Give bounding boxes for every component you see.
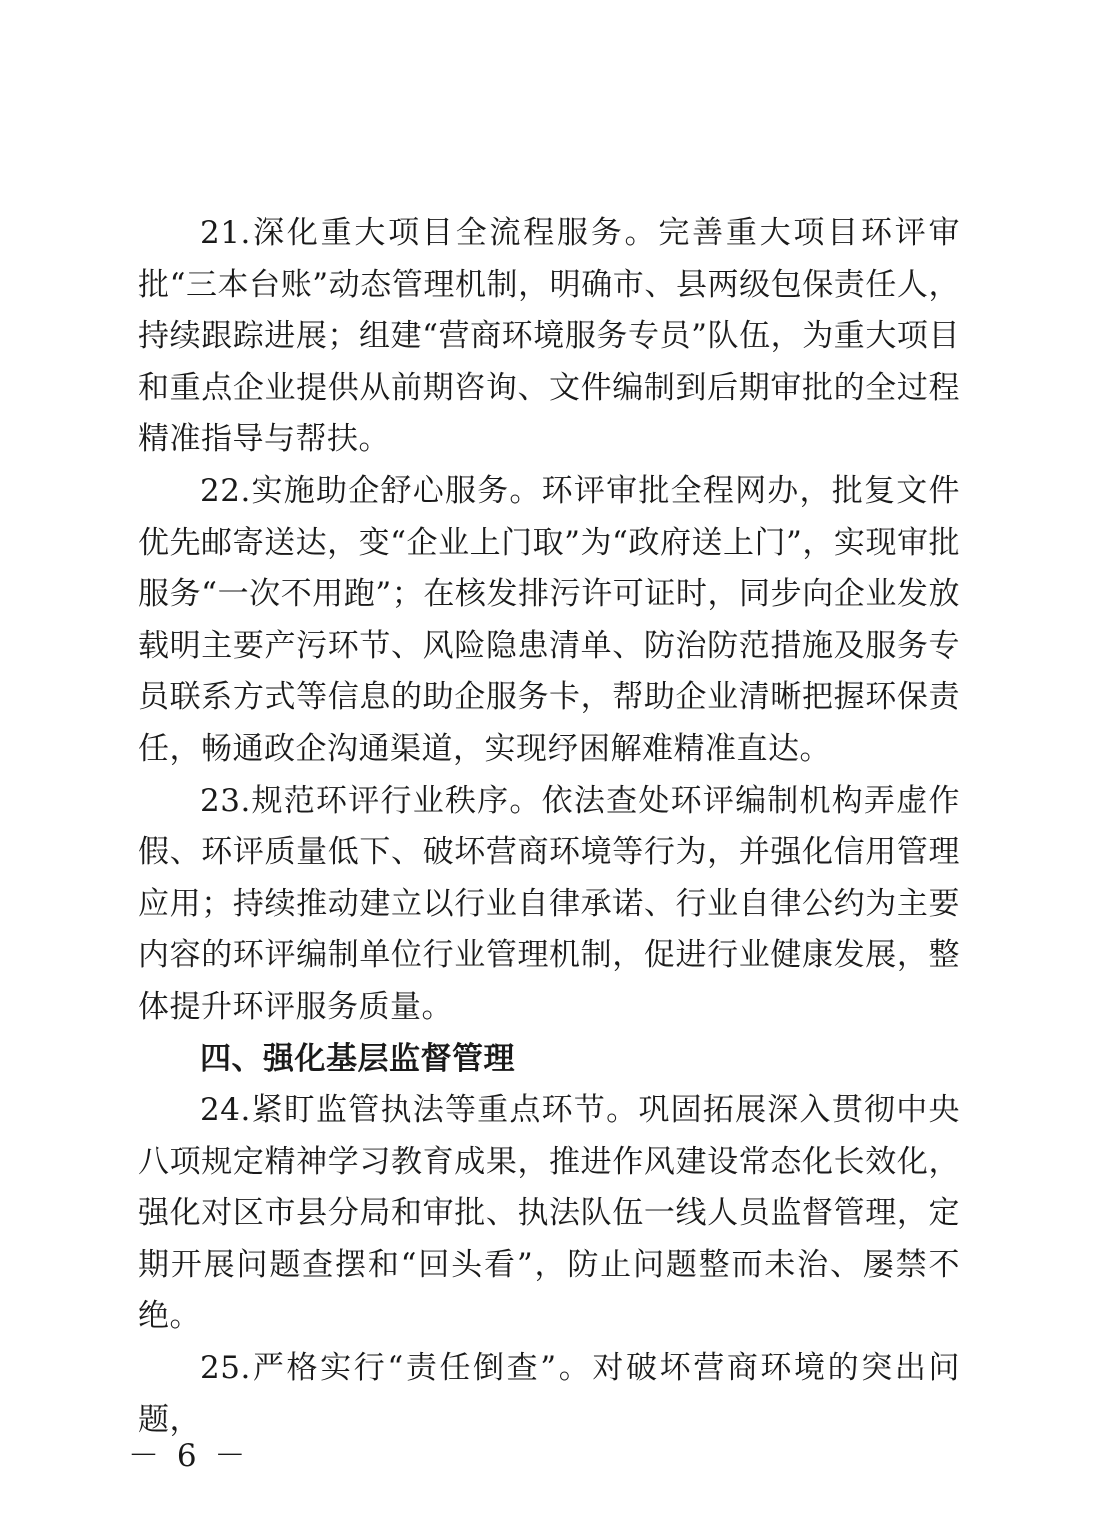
- document-body: [138, 208, 960, 1446]
- paragraph-item-22: 22.实施助企舒心服务。环评审批全程网办，批复文件优先邮寄送达，变“企业上门取”为“政府送上门”，实现审批服务“一次不用跑”；在核发排污许可证时，同步向企业发放载明主要产污环节、风险隐患清单、防治防范措施及服务专员联系方式等信息的助企服务卡，帮助企业清晰把握环保责任，畅通政企沟通渠道，实现纾困解难精准直达。: [138, 472, 960, 767]
- paragraph-item-21: 21.深化重大项目全流程服务。完善重大项目环评审批“三本台账”动态管理机制，明确市、县两级包保责任人，持续跟踪进展；组建“营商环境服务专员”队伍，为重大项目和重点企业提供从前期咨询、文件编制到后期审批的全过程精准指导与帮扶。: [138, 215, 960, 458]
- paragraph-item-23: 23.规范环评行业秩序。依法查处环评编制机构弄虚作假、环评质量低下、破坏营商环境等行为，并强化信用管理应用；持续推动建立以行业自律承诺、行业自律公约为主要内容的环评编制单位行业管理机制，促进行业健康发展，整体提升环评服务质量。: [138, 782, 960, 1025]
- paragraph-item-24: 24.紧盯监管执法等重点环节。巩固拓展深入贯彻中央八项规定精神学习教育成果，推进作风建设常态化长效化，强化对区市县分局和审批、执法队伍一线人员监督管理，定期开展问题查摆和“回头看”，防止问题整而未治、屡禁不绝。: [138, 1092, 960, 1335]
- page-number: － 6 －: [128, 1438, 250, 1474]
- section-heading: 四、强化基层监督管理: [200, 1040, 515, 1077]
- paragraph-item-25: 25.严格实行“责任倒查”。对破坏营商环境的突出问题，: [138, 1350, 960, 1438]
